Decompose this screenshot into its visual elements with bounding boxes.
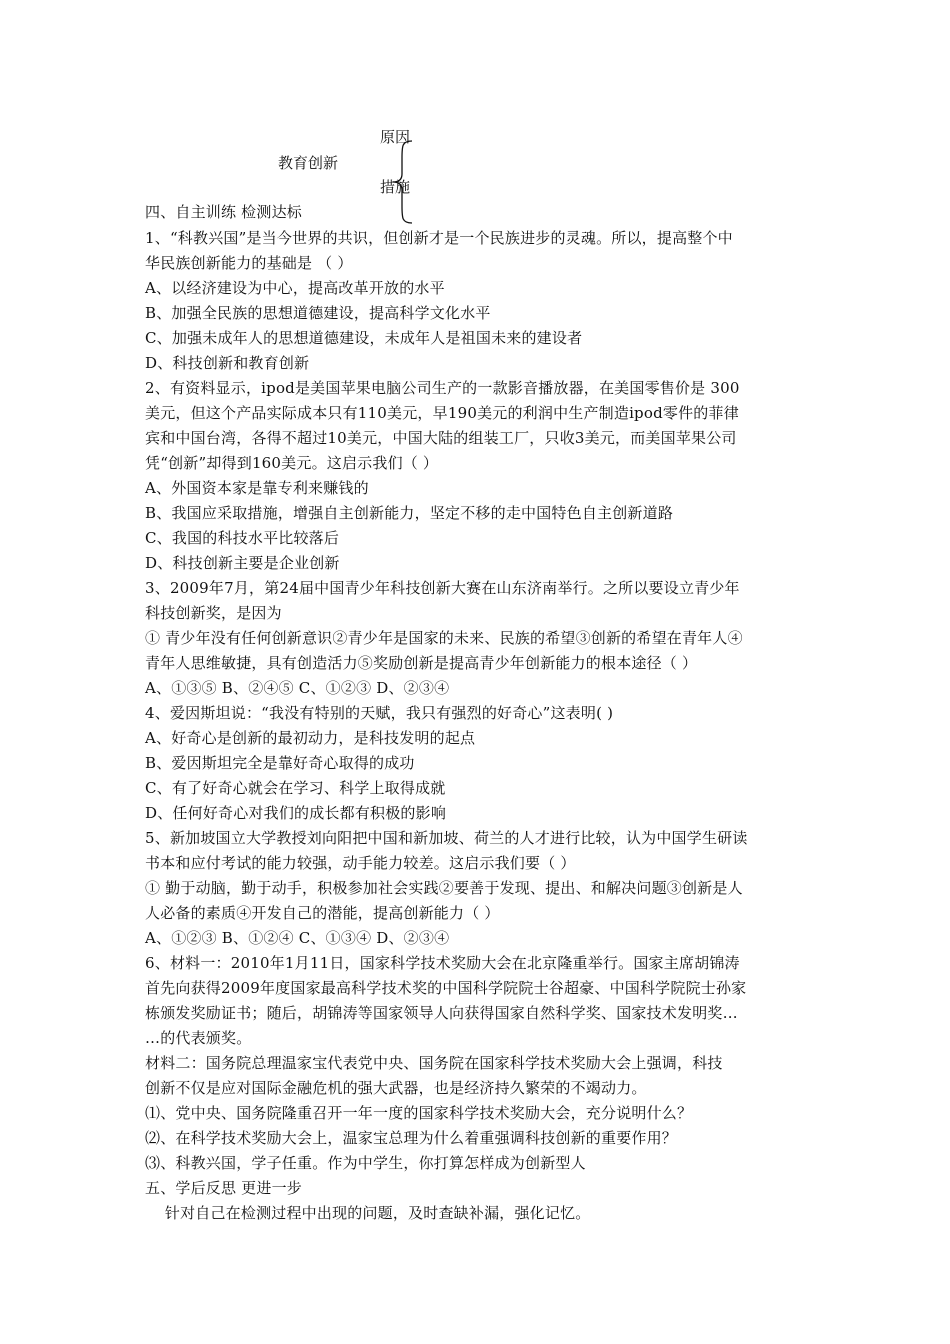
q6-material2-line: 材料二：国务院总理温家宝代表党中央、国务院在国家科学技术奖励大会上强调，科技 xyxy=(145,1054,723,1072)
q6-material1-line: 6、材料一：2010年1月11日，国家科学技术奖励大会在北京隆重举行。国家主席胡锦涛 xyxy=(145,954,740,972)
q2-stem-line: 宾和中国台湾，各得不超过10美元，中国大陆的组装工厂，只收3美元，而美国苹果公司 xyxy=(145,429,737,447)
q3-stem-line: 青年人思维敏捷，具有创造活力⑤奖励创新是提高青少年创新能力的根本途径（ ） xyxy=(145,654,698,672)
q4-option-d: D、任何好奇心对我们的成长都有积极的影响 xyxy=(145,804,447,822)
q2-option-c: C、我国的科技水平比较落后 xyxy=(145,529,340,547)
q6-material1-line: 栋颁发奖励证书；随后，胡锦涛等国家领导人向获得国家自然科学奖、国家技术发明奖… xyxy=(145,1004,738,1022)
q2-option-d: D、科技创新主要是企业创新 xyxy=(145,554,340,572)
section-5-body: 针对自己在检测过程中出现的问题，及时查缺补漏，强化记忆。 xyxy=(145,1204,591,1222)
q2-option-a: A、外国资本家是靠专利来赚钱的 xyxy=(145,479,369,497)
q3-stem-line: ① 青少年没有任何创新意识②青少年是国家的未来、民族的希望③创新的希望在青年人④ xyxy=(145,629,743,647)
q5-options: A、①②③ B、①②④ C、①③④ D、②③④ xyxy=(145,929,450,947)
diagram-branch-measures: 措施 xyxy=(380,178,411,196)
q2-stem-line: 凭“创新”却得到160美元。这启示我们（ ） xyxy=(145,454,439,472)
q6-subquestion-1: ⑴、党中央、国务院隆重召开一年一度的国家科学技术奖励大会，充分说明什么？ xyxy=(145,1104,693,1122)
q4-option-c: C、有了好奇心就会在学习、科学上取得成就 xyxy=(145,779,446,797)
diagram-center-label: 教育创新 xyxy=(278,154,339,172)
q5-stem-line: ① 勤于动脑，勤于动手，积极参加社会实践②要善于发现、提出、和解决问题③创新是人 xyxy=(145,879,743,897)
section-5-title: 五、学后反思 更进一步 xyxy=(145,1179,302,1197)
q4-option-a: A、好奇心是创新的最初动力，是科技发明的起点 xyxy=(145,729,476,747)
q2-stem-line: 2、有资料显示，ipod是美国苹果电脑公司生产的一款影音播放器，在美国零售价是 300 xyxy=(145,379,740,397)
q5-stem-line: 书本和应付考试的能力较强，动手能力较差。这启示我们要（ ） xyxy=(145,854,576,872)
q4-option-b: B、爱因斯坦完全是靠好奇心取得的成功 xyxy=(145,754,415,772)
q5-stem-line: 人必备的素质④开发自己的潜能，提高创新能力（ ） xyxy=(145,904,500,922)
q3-stem-line: 3、2009年7月，第24届中国青少年科技创新大赛在山东济南举行。之所以要设立青少年 xyxy=(145,579,740,597)
q6-material1-line: …的代表颁奖。 xyxy=(145,1029,252,1047)
q6-subquestion-3: ⑶、科教兴国，学子任重。作为中学生，你打算怎样成为创新型人 xyxy=(145,1154,586,1172)
q3-options: A、①③⑤ B、②④⑤ C、①②③ D、②③④ xyxy=(145,679,450,697)
section-4-title: 四、自主训练 检测达标 xyxy=(145,203,302,221)
q1-option-c: C、加强未成年人的思想道德建设，未成年人是祖国未来的建设者 xyxy=(145,329,583,347)
q3-stem-line: 科技创新奖，是因为 xyxy=(145,604,282,622)
q5-stem-line: 5、新加坡国立大学教授刘向阳把中国和新加坡、荷兰的人才进行比较，认为中国学生研读 xyxy=(145,829,748,847)
q2-stem-line: 美元，但这个产品实际成本只有110美元，早190美元的利润中生产制造ipod零件的菲律 xyxy=(145,404,739,422)
q1-option-d: D、科技创新和教育创新 xyxy=(145,354,310,372)
q1-option-b: B、加强全民族的思想道德建设，提高科学文化水平 xyxy=(145,304,491,322)
diagram-branch-reason: 原因 xyxy=(380,128,411,146)
q6-material2-line: 创新不仅是应对国际金融危机的强大武器，也是经济持久繁荣的不竭动力。 xyxy=(145,1079,647,1097)
q1-stem-line: 1、“科教兴国”是当今世界的共识，但创新才是一个民族进步的灵魂。所以，提高整个中 xyxy=(145,229,733,247)
q4-stem-line: 4、爱因斯坦说：“我没有特别的天赋，我只有强烈的好奇心”这表明( ) xyxy=(145,704,614,722)
q6-subquestion-2: ⑵、在科学技术奖励大会上，温家宝总理为什么着重强调科技创新的重要作用？ xyxy=(145,1129,678,1147)
q6-material1-line: 首先向获得2009年度国家最高科学技术奖的中国科学院院士谷超豪、中国科学院院士孙家 xyxy=(145,979,747,997)
q1-option-a: A、以经济建设为中心，提高改革开放的水平 xyxy=(145,279,445,297)
q2-option-b: B、我国应采取措施，增强自主创新能力，坚定不移的走中国特色自主创新道路 xyxy=(145,504,674,522)
q1-stem-line: 华民族创新能力的基础是 （ ） xyxy=(145,254,353,272)
